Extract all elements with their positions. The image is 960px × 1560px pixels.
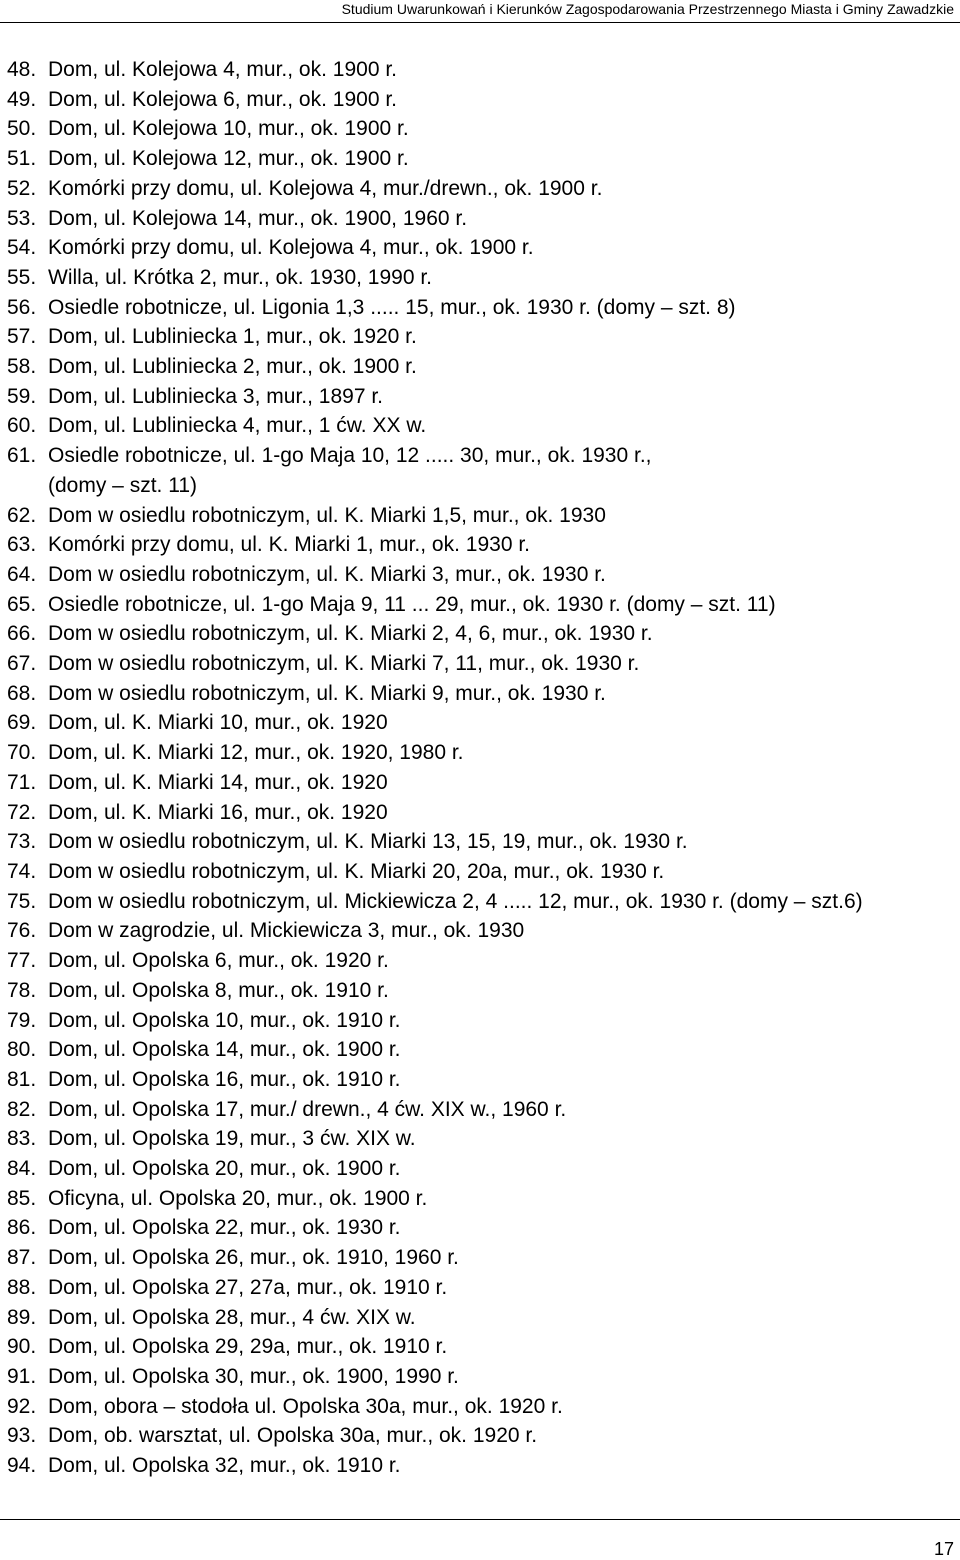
item-text: Dom, ul. Kolejowa 6, mur., ok. 1900 r. <box>48 87 398 111</box>
list-item <box>7 1184 952 1214</box>
item-text: Dom, ul. Opolska 16, mur., ok. 1910 r. <box>48 1067 401 1091</box>
item-number: 83. <box>7 1127 37 1151</box>
item-number: 74. <box>7 859 37 883</box>
list-item <box>7 649 952 679</box>
item-number: 68. <box>7 681 37 705</box>
item-number: 58. <box>7 355 37 379</box>
list-item <box>7 798 952 828</box>
item-text: Dom, ul. Opolska 20, mur., ok. 1900 r. <box>48 1157 401 1181</box>
list-item <box>7 114 952 144</box>
list-item <box>7 382 952 412</box>
item-text: Dom, ul. Opolska 29, 29a, mur., ok. 1910 r. <box>48 1335 448 1359</box>
list-item <box>7 204 952 234</box>
item-number: 63. <box>7 533 37 557</box>
item-number: 52. <box>7 176 37 200</box>
item-number: 62. <box>7 503 37 527</box>
item-text: Dom, ul. Kolejowa 12, mur., ok. 1900 r. <box>48 147 409 171</box>
item-number: 71. <box>7 770 37 794</box>
item-number: 73. <box>7 830 37 854</box>
item-number: 78. <box>7 978 37 1002</box>
item-number: 92. <box>7 1394 37 1418</box>
item-text: Dom, ul. K. Miarki 12, mur., ok. 1920, 1980 r. <box>48 741 464 765</box>
item-number: 66. <box>7 622 37 646</box>
item-text: Dom, ul. Opolska 19, mur., 3 ćw. XIX w. <box>48 1127 416 1151</box>
list-item <box>7 1035 952 1065</box>
item-number: 80. <box>7 1038 37 1062</box>
item-number: 86. <box>7 1216 37 1240</box>
monument-list <box>7 55 952 1481</box>
list-item <box>7 322 952 352</box>
list-item <box>7 174 952 204</box>
list-item <box>7 233 952 263</box>
item-text: Dom, ul. Lubliniecka 2, mur., ok. 1900 r. <box>48 355 417 379</box>
list-item <box>7 1273 952 1303</box>
item-number: 93. <box>7 1424 37 1448</box>
page-number: 17 <box>933 1539 954 1559</box>
item-text: Dom, ul. K. Miarki 14, mur., ok. 1920 <box>48 770 388 794</box>
list-item <box>7 1095 952 1125</box>
item-text: Dom, ul. Opolska 30, mur., ok. 1900, 1990 r. <box>48 1364 459 1388</box>
item-text: Oficyna, ul. Opolska 20, mur., ok. 1900 r. <box>48 1186 428 1210</box>
item-text: Dom, ul. Opolska 22, mur., ok. 1930 r. <box>48 1216 401 1240</box>
item-text: Dom, ul. K. Miarki 10, mur., ok. 1920 <box>48 711 388 735</box>
item-text: Komórki przy domu, ul. K. Miarki 1, mur., ok. 1930 r. <box>48 533 531 557</box>
list-item <box>7 768 952 798</box>
item-text: Dom, ul. Opolska 32, mur., ok. 1910 r. <box>48 1454 401 1478</box>
list-item <box>7 560 952 590</box>
item-number: 85. <box>7 1186 37 1210</box>
page-footer <box>0 1519 960 1560</box>
item-text: Osiedle robotnicze, ul. Ligonia 1,3 ..... 15, mur., ok. 1930 r. (domy – szt. 8) <box>48 295 736 319</box>
item-text: Dom w osiedlu robotniczym, ul. K. Miarki 9, mur., ok. 1930 r. <box>48 681 606 705</box>
item-text: Dom, ul. Lubliniecka 4, mur., 1 ćw. XX w. <box>48 414 427 438</box>
item-text: Dom w osiedlu robotniczym, ul. K. Miarki 1,5, mur., ok. 1930 <box>48 503 606 527</box>
list-item <box>7 1124 952 1154</box>
item-number: 70. <box>7 741 37 765</box>
item-number: 75. <box>7 889 37 913</box>
item-number: 67. <box>7 652 37 676</box>
item-text: Dom w osiedlu robotniczym, ul. K. Miarki 3, mur., ok. 1930 r. <box>48 562 606 586</box>
list-item <box>7 1006 952 1036</box>
item-text: Komórki przy domu, ul. Kolejowa 4, mur./drewn., ok. 1900 r. <box>48 176 603 200</box>
list-item <box>7 1154 952 1184</box>
header-title: Studium Uwarunkowań i Kierunków Zagospodarowania Przestrzennego Miasta i Gminy Zawadzkie <box>341 1 954 17</box>
item-text: Dom, ul. Lubliniecka 3, mur., 1897 r. <box>48 384 384 408</box>
list-item <box>7 679 952 709</box>
list-item <box>7 1332 952 1362</box>
item-text: Dom, ul. Opolska 26, mur., ok. 1910, 1960 r. <box>48 1246 459 1270</box>
list-item <box>7 708 952 738</box>
item-text: Dom, ul. Opolska 6, mur., ok. 1920 r. <box>48 949 389 973</box>
list-item <box>7 263 952 293</box>
item-number: 53. <box>7 206 37 230</box>
list-item <box>7 1303 952 1333</box>
list-item <box>7 530 952 560</box>
list-item <box>7 976 952 1006</box>
item-text: Dom, ob. warsztat, ul. Opolska 30a, mur., ok. 1920 r. <box>48 1424 538 1448</box>
list-item <box>7 857 952 887</box>
item-number: 49. <box>7 87 37 111</box>
list-item <box>7 411 952 441</box>
item-number: 59. <box>7 384 37 408</box>
list-item <box>7 590 952 620</box>
item-text: Komórki przy domu, ul. Kolejowa 4, mur., ok. 1900 r. <box>48 236 534 260</box>
list-item <box>7 827 952 857</box>
item-number: 72. <box>7 800 37 824</box>
item-number: 56. <box>7 295 37 319</box>
list-item <box>7 1065 952 1095</box>
item-number: 91. <box>7 1364 37 1388</box>
item-text: Osiedle robotnicze, ul. 1-go Maja 10, 12 ..... 30, mur., ok. 1930 r., (domy – szt. 11) <box>48 444 652 497</box>
item-text: Willa, ul. Krótka 2, mur., ok. 1930, 1990 r. <box>48 265 433 289</box>
item-text: Dom w osiedlu robotniczym, ul. K. Miarki 13, 15, 19, mur., ok. 1930 r. <box>48 830 688 854</box>
list-item <box>7 85 952 115</box>
item-number: 81. <box>7 1067 37 1091</box>
item-number: 61. <box>7 444 37 468</box>
list-item <box>7 1451 952 1481</box>
item-text: Dom, ul. Opolska 14, mur., ok. 1900 r. <box>48 1038 401 1062</box>
list-item <box>7 1392 952 1422</box>
item-text: Dom, ul. Opolska 8, mur., ok. 1910 r. <box>48 978 389 1002</box>
page-header <box>0 0 960 23</box>
item-text: Dom, ul. K. Miarki 16, mur., ok. 1920 <box>48 800 388 824</box>
item-number: 48. <box>7 58 37 81</box>
item-number: 88. <box>7 1275 37 1299</box>
item-text: Dom w osiedlu robotniczym, ul. K. Miarki 20, 20a, mur., ok. 1930 r. <box>48 859 665 883</box>
list-item <box>7 144 952 174</box>
list-item <box>7 293 952 323</box>
list-item <box>7 916 952 946</box>
item-text: Dom w zagrodzie, ul. Mickiewicza 3, mur., ok. 1930 <box>48 919 525 943</box>
item-number: 94. <box>7 1454 37 1478</box>
item-text: Dom, ul. Kolejowa 10, mur., ok. 1900 r. <box>48 117 409 141</box>
item-number: 87. <box>7 1246 37 1270</box>
list-item <box>7 1243 952 1273</box>
list-item <box>7 946 952 976</box>
item-number: 51. <box>7 147 37 171</box>
item-text: Dom, ul. Opolska 28, mur., 4 ćw. XIX w. <box>48 1305 416 1329</box>
list-item <box>7 738 952 768</box>
item-number: 69. <box>7 711 37 735</box>
item-number: 89. <box>7 1305 37 1329</box>
list-item <box>7 501 952 531</box>
item-text: Dom, ul. Kolejowa 4, mur., ok. 1900 r. <box>48 58 398 81</box>
item-text: Dom, ul. Kolejowa 14, mur., ok. 1900, 1960 r. <box>48 206 468 230</box>
item-number: 82. <box>7 1097 37 1121</box>
list-item <box>7 1421 952 1451</box>
item-number: 84. <box>7 1157 37 1181</box>
item-number: 90. <box>7 1335 37 1359</box>
item-number: 54. <box>7 236 37 260</box>
list-item <box>7 1213 952 1243</box>
item-text: Dom, ul. Lubliniecka 1, mur., ok. 1920 r. <box>48 325 417 349</box>
item-number: 50. <box>7 117 37 141</box>
list-item <box>7 352 952 382</box>
list-item <box>7 619 952 649</box>
item-number: 65. <box>7 592 37 616</box>
item-text: Dom w osiedlu robotniczym, ul. Mickiewicza 2, 4 ..... 12, mur., ok. 1930 r. (domy – szt.6) <box>48 889 863 913</box>
item-text: Dom, ul. Opolska 27, 27a, mur., ok. 1910 r. <box>48 1275 448 1299</box>
list-item <box>7 887 952 917</box>
item-number: 57. <box>7 325 37 349</box>
item-text: Dom w osiedlu robotniczym, ul. K. Miarki 2, 4, 6, mur., ok. 1930 r. <box>48 622 653 646</box>
item-text: Dom w osiedlu robotniczym, ul. K. Miarki 7, 11, mur., ok. 1930 r. <box>48 652 640 676</box>
item-number: 79. <box>7 1008 37 1032</box>
list-item <box>7 1362 952 1392</box>
item-text: Dom, ul. Opolska 17, mur./ drewn., 4 ćw. XIX w., 1960 r. <box>48 1097 567 1121</box>
item-number: 77. <box>7 949 37 973</box>
list-item <box>7 441 952 500</box>
item-text: Dom, obora – stodoła ul. Opolska 30a, mur., ok. 1920 r. <box>48 1394 563 1418</box>
item-number: 64. <box>7 562 37 586</box>
item-number: 60. <box>7 414 37 438</box>
item-number: 76. <box>7 919 37 943</box>
item-text: Dom, ul. Opolska 10, mur., ok. 1910 r. <box>48 1008 401 1032</box>
item-text: Osiedle robotnicze, ul. 1-go Maja 9, 11 ... 29, mur., ok. 1930 r. (domy – szt. 11) <box>48 592 776 616</box>
item-number: 55. <box>7 265 37 289</box>
list-item <box>7 55 952 85</box>
